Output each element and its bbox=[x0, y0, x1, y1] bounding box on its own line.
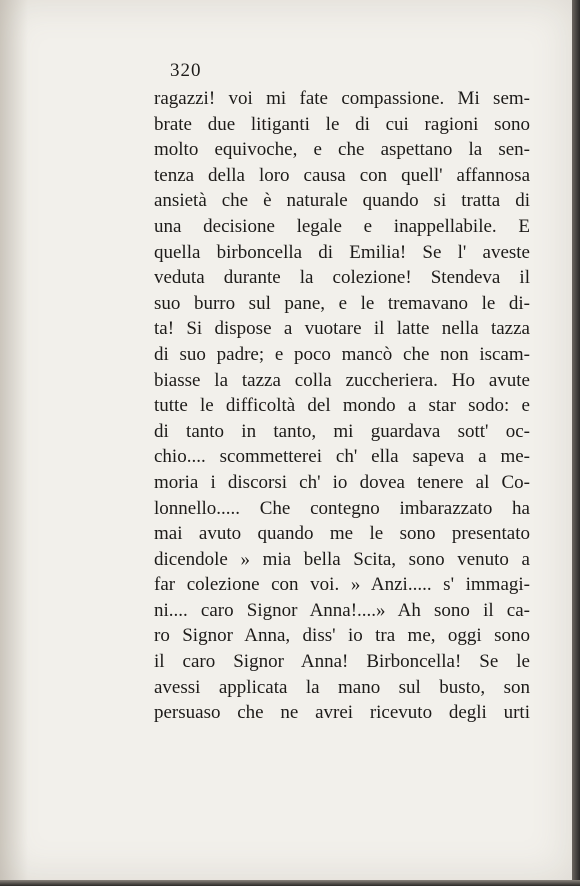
text-line: far colezione con voi. » Anzi..... s' immagi- bbox=[154, 574, 530, 596]
text-line: moria i discorsi ch' io dovea tenere al Co- bbox=[154, 471, 530, 493]
text-line: persuaso che ne avrei ricevuto degli urti bbox=[154, 702, 530, 724]
text-line: ragazzi! voi mi fate compassione. Mi sem- bbox=[154, 88, 530, 109]
text-line: biasse la tazza colla zuccheriera. Ho avute bbox=[154, 369, 530, 391]
body-text bbox=[154, 86, 530, 726]
text-line: ni.... caro Signor Anna!....» Ah sono il ca- bbox=[154, 599, 530, 621]
text-line: brate due litiganti le di cui ragioni sono bbox=[154, 113, 530, 135]
text-line: una decisione legale e inappellabile. E bbox=[154, 215, 530, 237]
text-line: veduta durante la colezione! Stendeva il bbox=[154, 267, 530, 289]
text-line: ta! Si dispose a vuotare il latte nella tazza bbox=[154, 318, 530, 340]
text-line: molto equivoche, e che aspettano la sen- bbox=[154, 139, 530, 161]
text-line: di suo padre; e poco mancò che non iscam- bbox=[154, 343, 530, 365]
text-line: tutte le difficoltà del mondo a star sodo: e bbox=[154, 395, 530, 417]
text-line: quella birboncella di Emilia! Se l' aveste bbox=[154, 241, 530, 263]
page-number: 320 bbox=[170, 60, 202, 81]
page-edge-right bbox=[572, 0, 580, 886]
text-line: chio.... scommetterei ch' ella sapeva a me- bbox=[154, 446, 530, 468]
text-line: ro Signor Anna, diss' io tra me, oggi sono bbox=[154, 625, 530, 647]
text-line: dicendole » mia bella Scita, sono venuto a bbox=[154, 548, 530, 570]
text-line: suo burro sul pane, e le tremavano le di- bbox=[154, 292, 530, 314]
text-line: di tanto in tanto, mi guardava sott' oc- bbox=[154, 420, 530, 442]
page-edge-bottom bbox=[0, 880, 580, 886]
text-line: il caro Signor Anna! Birboncella! Se le bbox=[154, 651, 530, 673]
text-line: mai avuto quando me le sono presentato bbox=[154, 523, 530, 545]
page-stain bbox=[0, 0, 28, 880]
text-line: tenza della loro causa con quell' affannosa bbox=[154, 164, 530, 186]
text-line: lonnello..... Che contegno imbarazzato ha bbox=[154, 497, 530, 519]
text-line: ansietà che è naturale quando si tratta di bbox=[154, 190, 530, 212]
text-line: avessi applicata la mano sul busto, son bbox=[154, 676, 530, 698]
